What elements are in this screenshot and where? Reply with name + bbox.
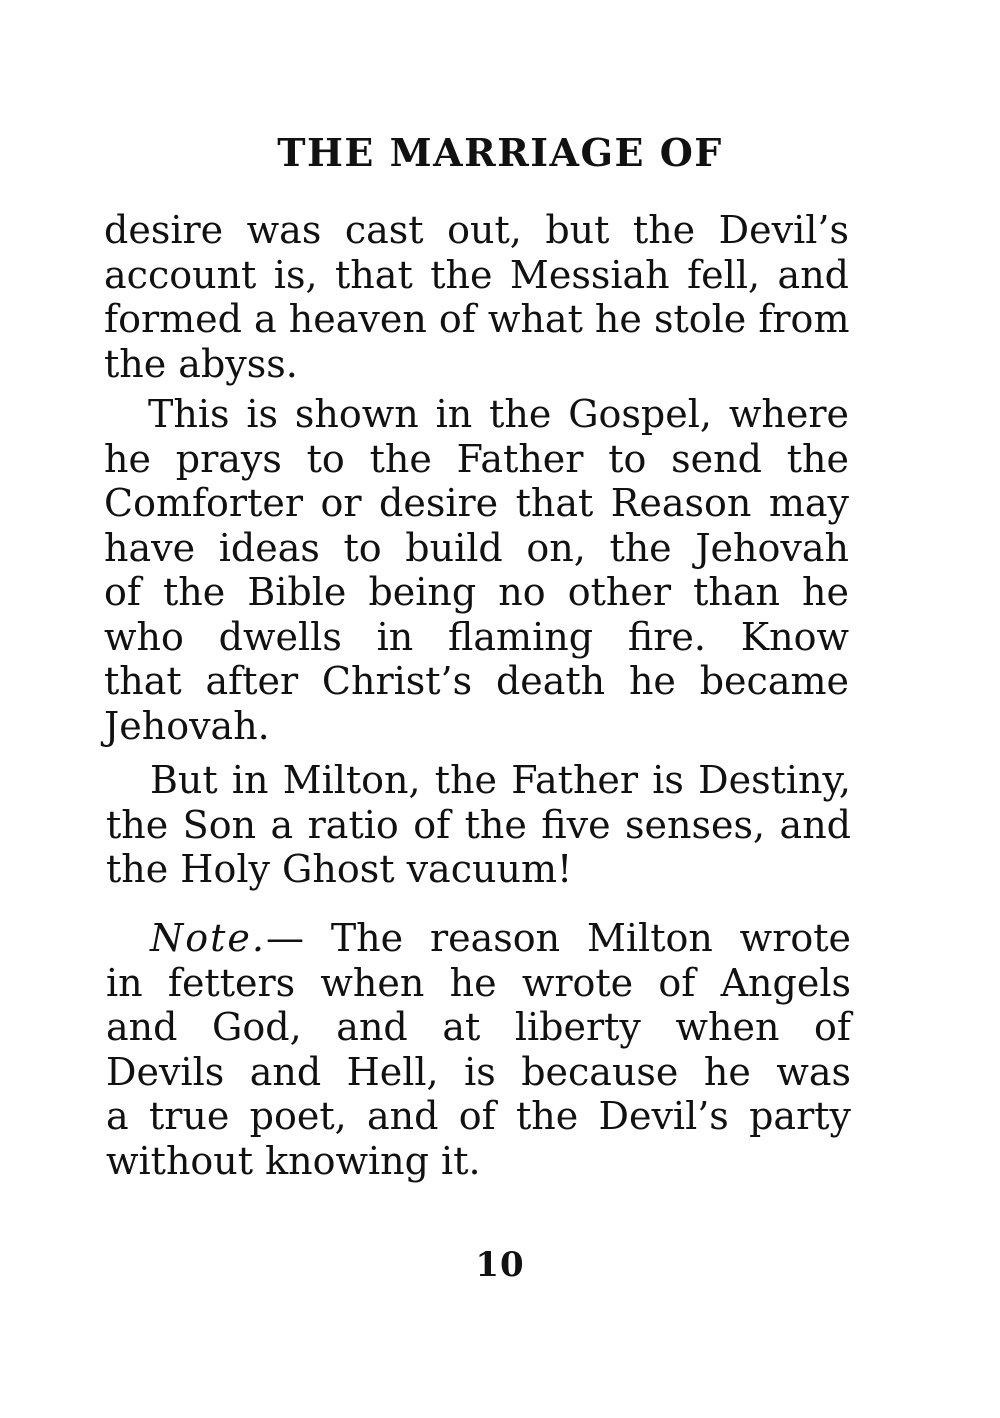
text-line: of the Bible being no other than he xyxy=(104,570,849,614)
note-label: Note. xyxy=(150,916,266,960)
text-line: and God, and at liberty when of xyxy=(106,1005,851,1049)
text-line: Devils and Hell, is because he was xyxy=(106,1049,851,1094)
text-line: in fetters when he wrote of Angels xyxy=(106,960,851,1005)
text-line: formed a heaven of what he stole from xyxy=(104,297,850,341)
text-line: have ideas to build on, the Jehovah xyxy=(104,525,849,570)
text-line: the abyss. xyxy=(104,341,298,386)
text-line: that after Christ’s death he became xyxy=(104,659,849,703)
page-number: 10 xyxy=(475,1245,525,1285)
paragraph-2 xyxy=(104,392,849,748)
text-line: a true poet, and of the Devil’s party xyxy=(106,1094,851,1138)
running-title: THE MARRIAGE OF xyxy=(277,130,723,175)
text-line: the Holy Ghost vacuum! xyxy=(106,847,573,891)
note-paragraph xyxy=(106,916,851,1183)
text-line: he prays to the Father to send the xyxy=(104,436,849,481)
paragraph-1 xyxy=(104,208,849,386)
note-first-line xyxy=(106,916,851,961)
text-line: Jehovah. xyxy=(104,703,270,748)
paragraph-3 xyxy=(106,758,851,892)
text-line: who dwells in flaming fire. Know xyxy=(104,614,849,659)
text-line: But in Milton, the Father is Destiny, xyxy=(150,758,851,802)
text-line: Comforter or desire that Reason may xyxy=(104,481,849,525)
text-line: account is, that the Messiah fell, and xyxy=(104,252,849,297)
text-line: the Son a ratio of the five senses, and xyxy=(106,802,851,847)
text-line: without knowing it. xyxy=(106,1138,481,1183)
note-first-line-text: — The reason Milton wrote xyxy=(265,916,851,960)
text-line: This is shown in the Gospel, where xyxy=(148,392,849,436)
text-line: desire was cast out, but the Devil’s xyxy=(104,208,849,252)
